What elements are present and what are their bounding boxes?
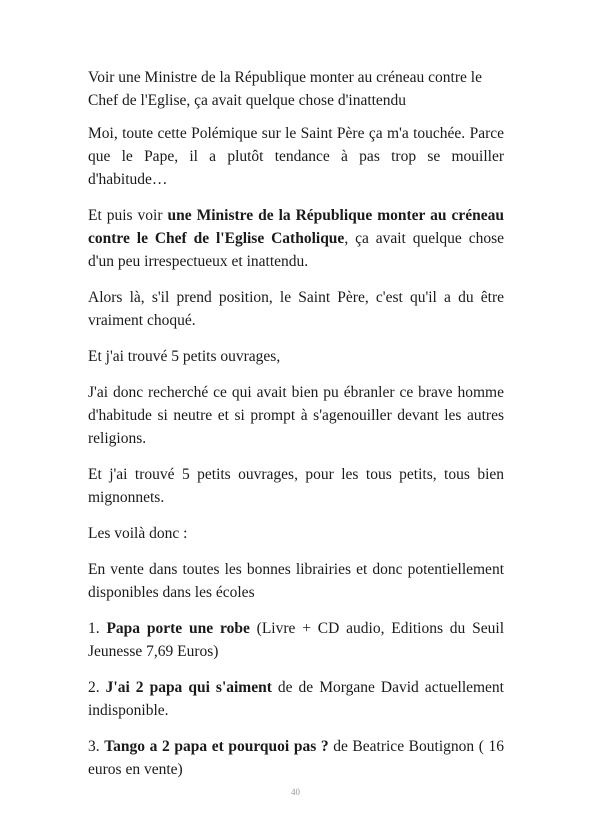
book-title: Papa porte une robe (106, 620, 250, 637)
paragraph: J'ai donc recherché ce qui avait bien pu ébranler ce brave homme d'habitude si neutre et si prompt à s'agenouiller devant les autres religions. (88, 384, 504, 447)
book-number: 3. (88, 738, 100, 755)
book-title: J'ai 2 papa qui s'aiment (105, 679, 272, 696)
book-item (88, 617, 504, 663)
paragraph: Voir une Ministre de la République monter au créneau contre le Chef de l'Eglise, ça avait quelque chose d'inattendu (88, 69, 482, 109)
bold-phrase: une Ministre de la République monter au créneau contre le Chef de l'Eglise Catholique (88, 207, 504, 247)
book-title: Tango a 2 papa et pourquoi pas ? (104, 738, 329, 755)
paragraph: En vente dans toutes les bonnes librairies et donc potentiellement disponibles dans les écoles (88, 561, 504, 601)
book-item (88, 676, 504, 722)
paragraph: Alors là, s'il prend position, le Saint Père, c'est qu'il a du être vraiment choqué. (88, 289, 504, 329)
book-item (88, 735, 504, 781)
document-page (88, 66, 504, 794)
paragraph-text: Et puis voir (88, 207, 168, 224)
paragraph (88, 204, 504, 273)
book-number: 2. (88, 679, 100, 696)
paragraph: Les voilà donc : (88, 525, 188, 542)
paragraph: Et j'ai trouvé 5 petits ouvrages, pour les tous petits, tous bien mignonnets. (88, 466, 504, 506)
paragraph: Moi, toute cette Polémique sur le Saint Père ça m'a touchée. Parce que le Pape, il a plutôt tendance à pas trop se mouiller d'habitude… (88, 125, 504, 188)
paragraph: Et j'ai trouvé 5 petits ouvrages, (88, 348, 281, 365)
book-details: de Beatrice Boutignon ( 16 euros en vente) (88, 738, 505, 778)
book-details: (Livre + CD audio, Editions du Seuil Jeunesse 7,69 Euros) (88, 620, 505, 660)
book-number: 1. (88, 620, 100, 637)
paragraph-text: , ça avait quelque chose d'un peu irrespectueux et inattendu. (88, 230, 504, 270)
page-number: 40 (291, 787, 300, 797)
book-details: de de Morgane David actuellement indisponible. (88, 679, 504, 719)
